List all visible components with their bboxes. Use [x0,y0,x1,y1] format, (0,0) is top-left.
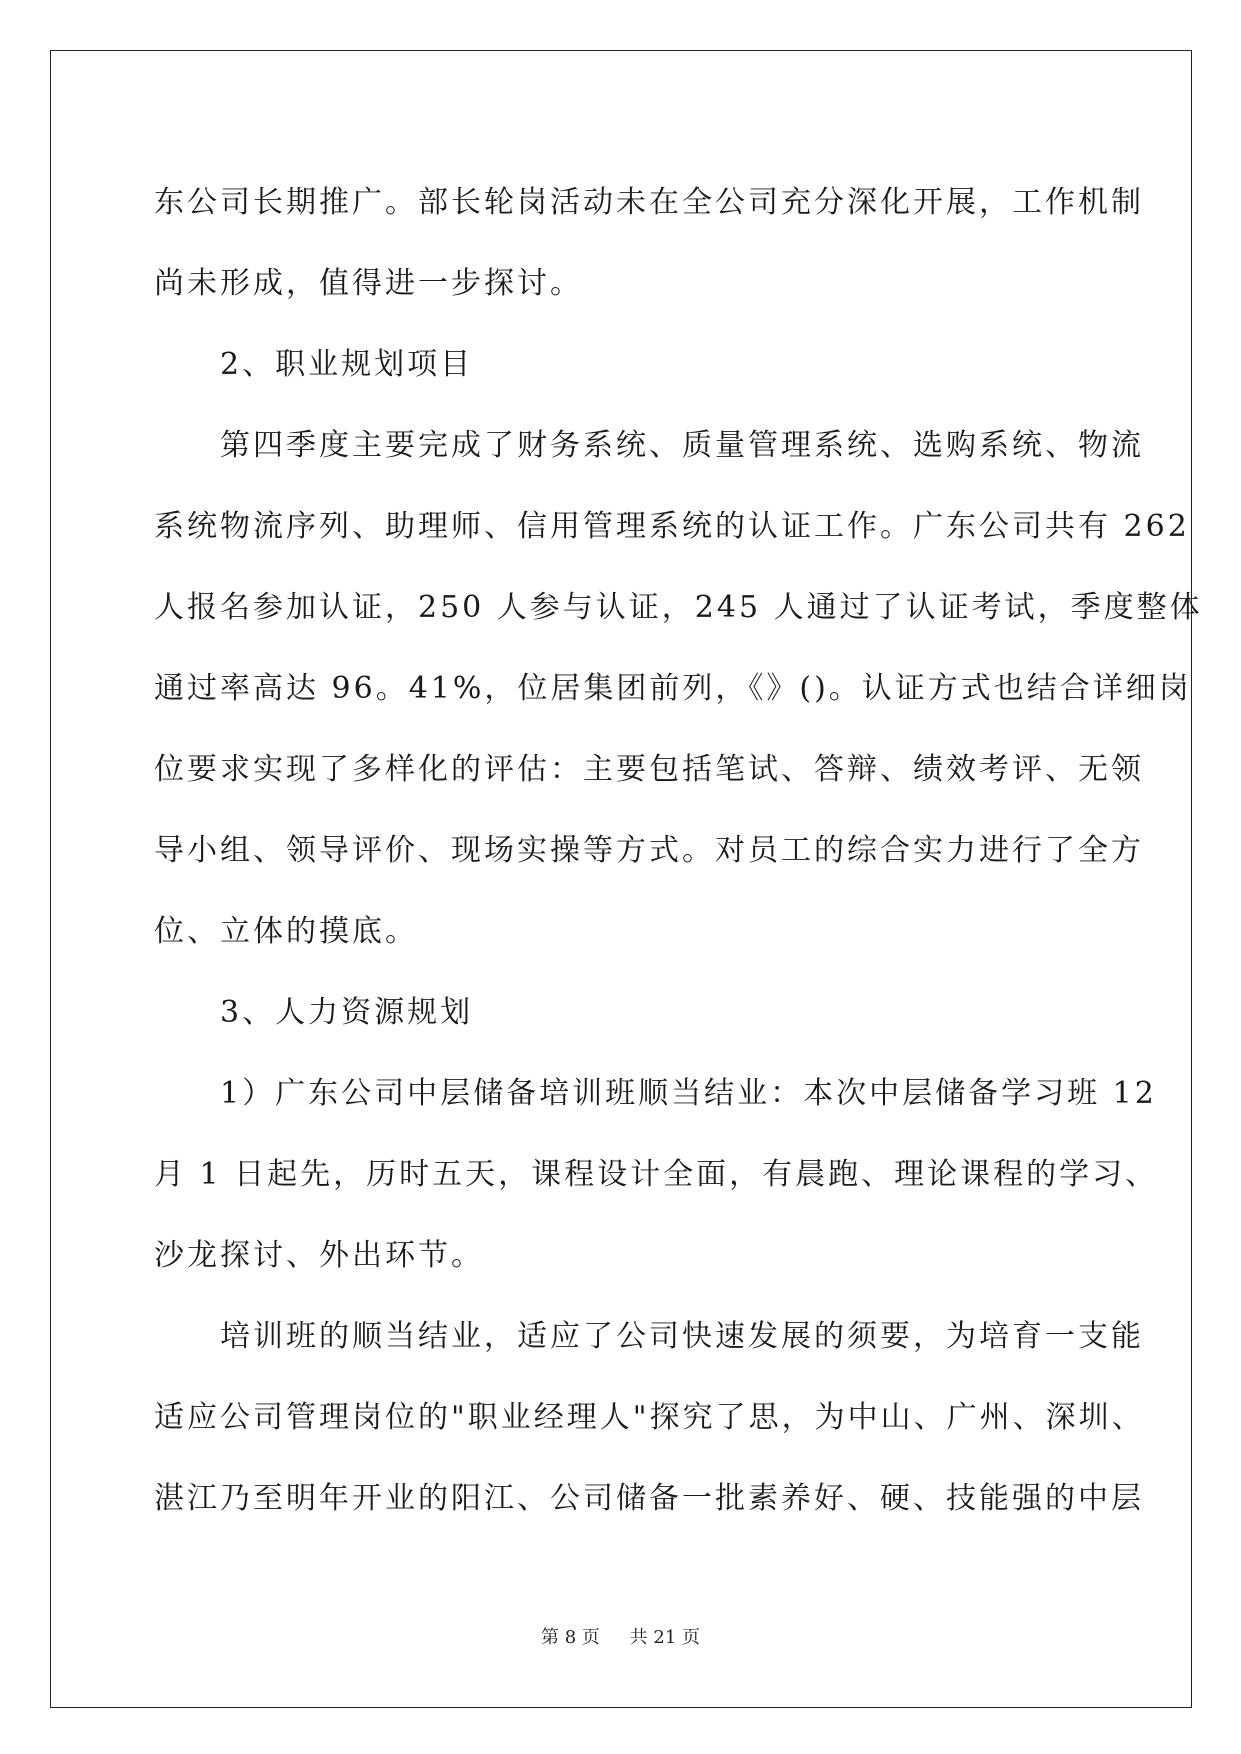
text-line: 东公司长期推广。部长轮岗活动未在全公司充分深化开展，工作机制 [154,185,1144,220]
page-number-current: 第 8 页 [541,1627,600,1648]
page-number-total: 共 21 页 [629,1627,700,1648]
text-line: 适应公司管理岗位的"职业经理人"探究了思，为中山、广州、深圳、 [154,1400,1145,1435]
text-line: 位、立体的摸底。 [154,914,418,949]
text-line: 1）广东公司中层储备培训班顺当结业：本次中层储备学习班 12 [220,1076,1157,1111]
page-footer [0,1623,1241,1649]
text-line: 培训班的顺当结业，适应了公司快速发展的须要，为培育一支能 [220,1319,1144,1354]
section-heading: 2、职业规划项目 [220,347,474,382]
text-line: 通过率高达 96。41%，位居集团前列，《》()。认证方式也结合详细岗 [154,671,1192,706]
text-line: 湛江乃至明年开业的阳江、公司储备一批素养好、硬、技能强的中层 [154,1481,1144,1516]
text-line: 人报名参加认证，250 人参与认证，245 人通过了认证考试，季度整体 [154,590,1203,625]
text-line: 沙龙探讨、外出环节。 [154,1238,484,1273]
text-line: 尚未形成，值得进一步探讨。 [154,266,583,301]
text-line: 系统物流序列、助理师、信用管理系统的认证工作。广东公司共有 262 [154,509,1190,544]
text-line: 位要求实现了多样化的评估：主要包括笔试、答辩、绩效考评、无领 [154,752,1144,787]
text-line: 月 1 日起先，历时五天，课程设计全面，有晨跑、理论课程的学习、 [154,1157,1159,1192]
document-body [154,162,1203,1539]
section-heading: 3、人力资源规划 [220,995,474,1030]
text-line: 第四季度主要完成了财务系统、质量管理系统、选购系统、物流 [220,428,1144,463]
text-line: 导小组、领导评价、现场实操等方式。对员工的综合实力进行了全方 [154,833,1144,868]
